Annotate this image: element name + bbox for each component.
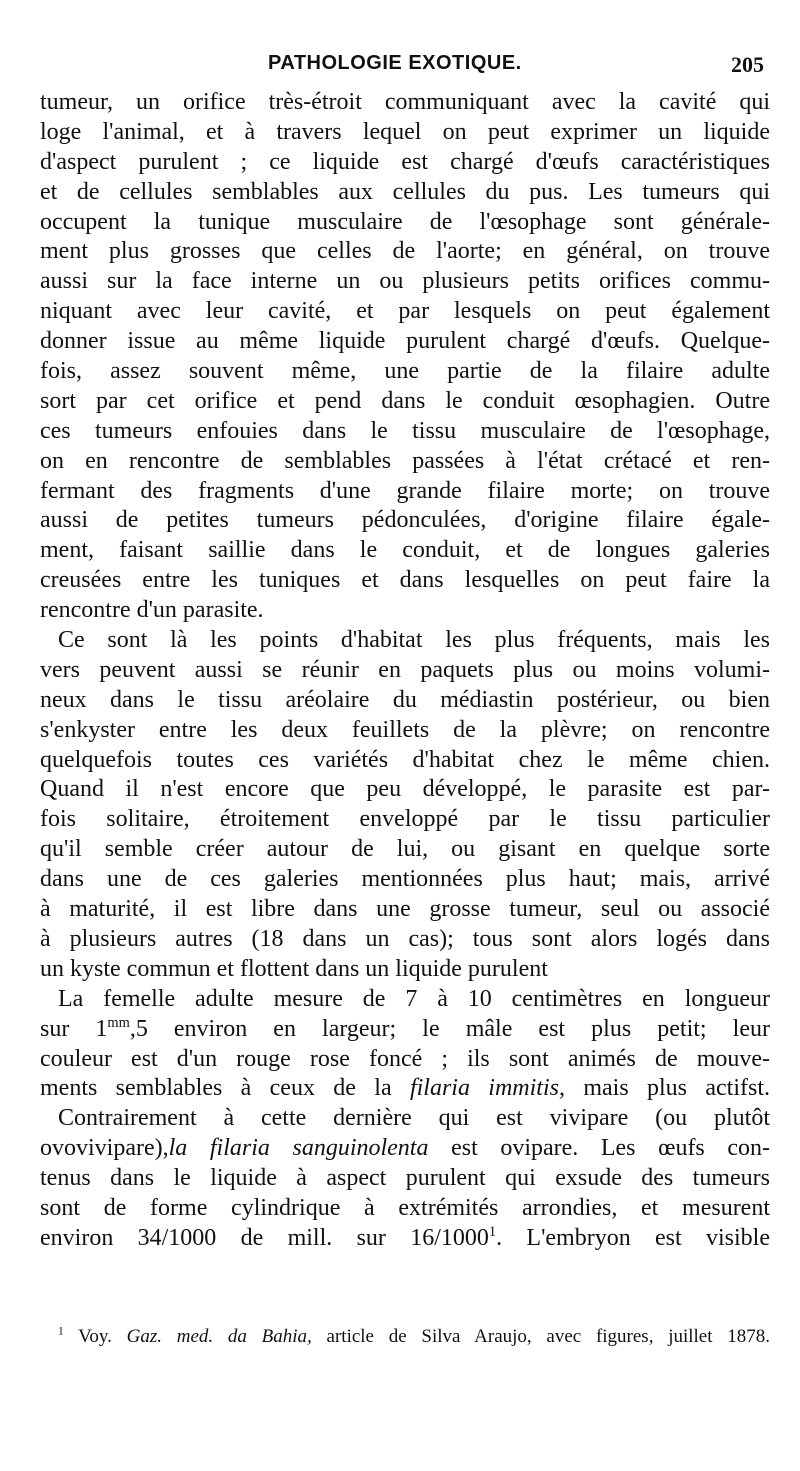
footnote-journal: Gaz. med. da Bahia, bbox=[126, 1326, 312, 1347]
text-line: qu'il semble créer autour de lui, ou gisant en quelque sorte bbox=[40, 836, 770, 863]
text-segment: . L'embryon est visible bbox=[496, 1224, 770, 1251]
text-line: fermant des fragments d'une grande filaire morte; on trouve bbox=[40, 477, 770, 504]
running-title: PATHOLOGIE EXOTIQUE. bbox=[268, 52, 522, 74]
footnote-text: article de Silva Araujo, avec figures, juillet 1878. bbox=[326, 1326, 771, 1347]
text-line: sont de forme cylindrique à extrémités arrondies, et mesurent bbox=[40, 1194, 770, 1221]
footnote bbox=[58, 1324, 770, 1350]
text-segment: mais plus actifst. bbox=[583, 1075, 770, 1102]
text-line: ment, faisant saillie dans le conduit, et de longues galeries bbox=[40, 537, 770, 564]
text-line: quelquefois toutes ces variétés d'habitat chez le même chien. bbox=[40, 746, 770, 773]
text-line: on en rencontre de semblables passées à l'état crétacé et ren- bbox=[40, 447, 770, 474]
text-line: donner issue au même liquide purulent chargé d'œufs. Quelque- bbox=[40, 328, 770, 355]
text-line: Ce sont là les points d'habitat les plus fréquents, mais les bbox=[58, 627, 770, 654]
text-line: niquant avec leur cavité, et par lesquels on peut également bbox=[40, 298, 770, 325]
text-line: aussi sur la face interne un ou plusieurs petits orifices commu- bbox=[40, 268, 770, 295]
footnote-lead: Voy. bbox=[78, 1326, 112, 1347]
text-segment: ments semblables à ceux de la bbox=[40, 1075, 392, 1102]
text-line: couleur est d'un rouge rose foncé ; ils sont animés de mouve- bbox=[40, 1045, 770, 1072]
text-line: vers peuvent aussi se réunir en paquets plus ou moins volumi- bbox=[40, 656, 770, 683]
text-line: neux dans le tissu aréolaire du médiastin postérieur, ou bien bbox=[40, 686, 770, 713]
text-line: tenus dans le liquide à aspect purulent qui exsude des tumeurs bbox=[40, 1165, 770, 1192]
text-segment: est ovipare. Les œufs con- bbox=[451, 1135, 771, 1162]
text-line: tumeur, un orifice très-étroit communiquant avec la cavité qui bbox=[40, 89, 770, 115]
text-segment: ovovivipare), bbox=[40, 1135, 169, 1162]
text-line-with-italic bbox=[40, 1074, 770, 1104]
unit-superscript: mm bbox=[107, 1014, 130, 1031]
text-line: s'enkyster entre les deux feuillets de la plèvre; on rencontre bbox=[40, 716, 770, 743]
text-line: dans une de ces galeries mentionnées plus haut; mais, arrivé bbox=[40, 866, 770, 893]
page-number: 205 bbox=[731, 52, 764, 77]
text-line: fois, assez souvent même, une partie de la filaire adulte bbox=[40, 358, 770, 385]
text-line: La femelle adulte mesure de 7 à 10 centimètres en longueur bbox=[58, 985, 770, 1012]
text-line: fois solitaire, étroitement enveloppé par le tissu particulier bbox=[40, 806, 770, 833]
text-line: d'aspect purulent ; ce liquide est chargé d'œufs caractéristiques bbox=[40, 148, 770, 175]
text-line: Contrairement à cette dernière qui est vivipare (ou plutôt bbox=[58, 1105, 770, 1132]
text-line: sort par cet orifice et pend dans le conduit œsophagien. Outre bbox=[40, 387, 770, 414]
text-line: et de cellules semblables aux cellules du pus. Les tumeurs qui bbox=[40, 178, 770, 205]
italic-species-name: la filaria sanguinolenta bbox=[168, 1135, 429, 1162]
footnote-marker: 1 bbox=[58, 1325, 64, 1338]
text-line: Quand il n'est encore que peu développé, le parasite est par- bbox=[40, 776, 770, 803]
body-text bbox=[40, 88, 770, 1254]
text-line: aussi de petites tumeurs pédonculées, d'origine filaire égale- bbox=[40, 507, 770, 534]
footnote-reference: 1 bbox=[488, 1223, 497, 1240]
text-line: ment plus grosses que celles de l'aorte; en général, on trouve bbox=[40, 238, 770, 265]
text-segment: ,5 environ en largeur; le mâle est plus petit; leur bbox=[129, 1015, 770, 1042]
text-line-with-italic bbox=[40, 1134, 770, 1164]
text-line: à maturité, il est libre dans une grosse tumeur, seul ou associé bbox=[40, 896, 770, 923]
text-line: occupent la tunique musculaire de l'œsophage sont générale- bbox=[40, 208, 770, 235]
text-line-with-superscript bbox=[40, 1015, 770, 1045]
text-line: loge l'animal, et à travers lequel on peut exprimer un liquide bbox=[40, 118, 770, 145]
text-segment: sur 1 bbox=[40, 1015, 108, 1042]
text-segment: environ 34/1000 de mill. sur 16/1000 bbox=[40, 1224, 489, 1251]
text-line-with-footnote-ref bbox=[40, 1224, 770, 1254]
text-line: à plusieurs autres (18 dans un cas); tous sont alors logés dans bbox=[40, 925, 770, 952]
page-header bbox=[0, 50, 800, 80]
text-line: ces tumeurs enfouies dans le tissu musculaire de l'œsophage, bbox=[40, 417, 770, 444]
text-line: rencontre d'un parasite. bbox=[40, 597, 264, 624]
text-line: un kyste commun et flottent dans un liquide purulent bbox=[40, 955, 548, 982]
text-line: creusées entre les tuniques et dans lesquelles on peut faire la bbox=[40, 567, 770, 594]
italic-species-name: filaria immitis, bbox=[409, 1075, 565, 1102]
